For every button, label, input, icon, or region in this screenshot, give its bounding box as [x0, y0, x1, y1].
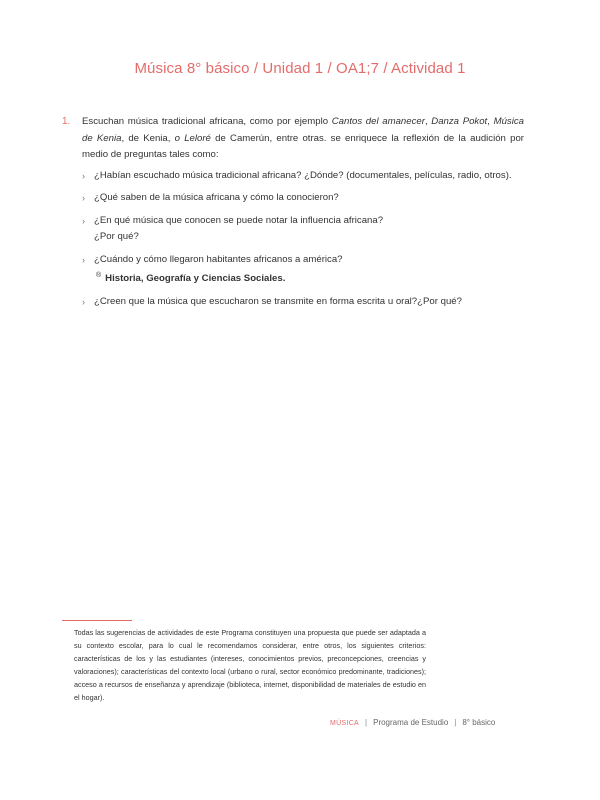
- question-text: ¿Habían escuchado música tradicional africana? ¿Dónde? (documentales, películas, radio, otros).: [94, 169, 512, 181]
- list-item: [82, 190, 524, 207]
- intro-text-end: de Camerún, entre otras. se enriquece la reflexión de la audición por medio de preguntas tales como:: [82, 132, 524, 160]
- chevron-right-icon: ›: [82, 193, 85, 203]
- separator-text: , de Kenia,: [121, 132, 175, 144]
- footer-separator: |: [454, 718, 457, 727]
- footer-separator: |: [365, 718, 368, 727]
- chevron-right-icon: ›: [82, 254, 85, 265]
- question-text: ¿Qué saben de la música africana y cómo la conocieron?: [94, 192, 339, 203]
- footer-subject: MÚSICA: [330, 720, 360, 727]
- question-text: ¿Creen que la música que escucharon se transmite en forma escrita u oral?¿Por qué?: [94, 295, 462, 307]
- list-item: [82, 294, 524, 311]
- question-text: ¿Cuándo y cómo llegaron habitantes africanos a américa?: [94, 253, 343, 265]
- intro-text: Escuchan música tradicional africana, como por ejemplo: [82, 116, 332, 127]
- crossref-mark: ®: [96, 272, 102, 279]
- activity-block: [62, 114, 524, 316]
- separator-text: ,: [424, 116, 432, 127]
- list-item: [82, 168, 524, 185]
- footnote: Todas las sugerencias de actividades de este Programa constituyen una propuesta que puede ser adaptada a su contexto escolar, para lo cual le recomendamos considerar, entre otros, los siguientes criterios: características de los y las estudiantes (intereses, conocimientos previos, preconcepciones, creencias y valoraciones); características del contexto local (urbano o rural, sector económico predominante, tradiciones); acceso a recursos de enseñanza y aprendizaje (biblioteca, internet, disponibilidad de materiales de estudio en el hogar).: [74, 628, 426, 702]
- example-danza: Danza Pokot: [431, 116, 488, 127]
- cross-reference: [96, 268, 524, 288]
- chevron-right-icon: ›: [82, 170, 85, 181]
- example-musica-kenia: Música de Kenia: [82, 116, 524, 144]
- question-followup: ¿Por qué?: [94, 231, 139, 242]
- question-list: [82, 168, 524, 311]
- footer-program: Programa de Estudio: [373, 718, 449, 727]
- question-text: ¿En qué música que conocen se puede notar la influencia africana?: [94, 214, 384, 226]
- footnote-divider: [62, 620, 132, 621]
- list-item: [82, 252, 524, 288]
- page-title: Música 8° básico / Unidad 1 / OA1;7 / Actividad 1: [134, 60, 466, 77]
- page-footer: [330, 718, 530, 727]
- crossref-subject: Historia, Geografía y Ciencias Sociales.: [105, 273, 286, 285]
- activity-description: [82, 114, 524, 310]
- footer-grade: 8° básico: [462, 718, 496, 727]
- item-number: 1.: [62, 116, 71, 127]
- chevron-right-icon: ›: [82, 215, 85, 226]
- list-item: [82, 213, 524, 246]
- separator-text: ,: [487, 116, 494, 127]
- example-lelore: o Leloré: [174, 132, 211, 144]
- example-cantos: Cantos del amanecer: [331, 116, 425, 127]
- chevron-right-icon: ›: [82, 296, 85, 307]
